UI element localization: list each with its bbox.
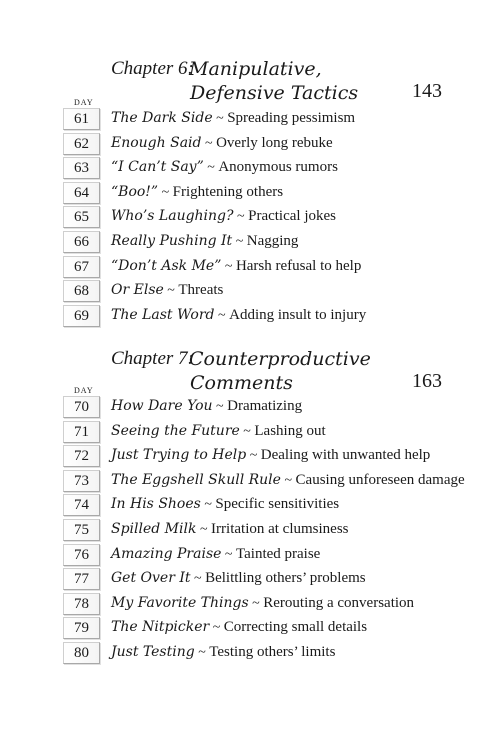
entry-separator: ~	[199, 521, 208, 537]
toc-entry-day-76[interactable]	[0, 542, 500, 567]
entry-separator: ~	[212, 620, 221, 636]
entry-description: Specific sensitivities	[215, 496, 340, 513]
chapter-7-label: Chapter 7:	[111, 348, 194, 369]
toc-entry-day-80[interactable]	[0, 640, 500, 665]
entry-title: “Don’t Ask Me”	[111, 257, 222, 274]
entry-title: The Eggshell Skull Rule	[111, 471, 281, 488]
entry-description: Rerouting a conversation	[263, 594, 415, 611]
chapter-6-page-number[interactable]: 143	[412, 80, 442, 102]
day-number: 62	[63, 133, 100, 155]
entry-separator: ~	[204, 497, 212, 513]
day-number: 63	[63, 157, 100, 179]
toc-entry-day-67[interactable]	[0, 254, 500, 279]
chapter-6-section	[0, 58, 500, 324]
chapter-6-title-line1: Manipulative,	[189, 58, 322, 80]
day-number: 78	[63, 593, 100, 615]
toc-entry-day-70[interactable]	[0, 394, 500, 419]
entry-title: Really Pushing It	[111, 232, 233, 249]
day-number: 77	[63, 568, 100, 590]
entry-title: Or Else	[111, 282, 164, 299]
day-number: 69	[63, 305, 100, 327]
toc-entry-day-65[interactable]	[0, 204, 500, 229]
toc-entry-day-63[interactable]	[0, 155, 500, 180]
day-number: 79	[63, 617, 100, 639]
day-number: 65	[63, 206, 100, 228]
entry-separator: ~	[216, 111, 224, 126]
chapter-7-day-label: DAY	[74, 386, 94, 395]
entry-title: In His Shoes	[111, 496, 201, 513]
entry-description: Lashing out	[254, 422, 326, 439]
entry-description: Correcting small details	[223, 619, 368, 636]
entry-description: Irritation at clumsiness	[211, 520, 349, 537]
day-number: 80	[63, 642, 100, 664]
day-number: 61	[63, 108, 100, 130]
day-number: 64	[63, 182, 100, 204]
entry-title: My Favorite Things	[111, 594, 249, 611]
entry-description: Frightening others	[172, 183, 284, 200]
chapter-7-entries	[0, 394, 500, 665]
day-number: 73	[63, 470, 100, 492]
day-number: 68	[63, 280, 100, 302]
entry-separator: ~	[252, 595, 260, 611]
entry-description: Anonymous rumors	[218, 159, 338, 176]
entry-separator: ~	[284, 472, 293, 488]
toc-entry-day-78[interactable]	[0, 591, 500, 616]
toc-entry-day-61[interactable]	[0, 106, 500, 131]
entry-title: How Dare You	[111, 398, 213, 414]
toc-entry-day-73[interactable]	[0, 468, 500, 493]
entry-description: Belittling others’ problems	[205, 570, 366, 587]
entry-description: Spreading pessimism	[227, 110, 356, 126]
chapter-7-title-line1: Counterproductive	[189, 348, 371, 370]
entry-title: “I Can’t Say”	[111, 159, 204, 176]
entry-description: Nagging	[246, 232, 299, 249]
entry-description: Overly long rebuke	[216, 134, 333, 151]
entry-description: Adding insult to injury	[229, 306, 367, 323]
toc-entry-day-77[interactable]	[0, 566, 500, 591]
entry-title: Who’s Laughing?	[111, 208, 234, 225]
toc-entry-day-71[interactable]	[0, 419, 500, 444]
entry-title: Seeing the Future	[111, 422, 240, 439]
toc-entry-day-68[interactable]	[0, 278, 500, 303]
entry-title: The Dark Side	[111, 110, 213, 126]
day-number: 71	[63, 421, 100, 443]
chapter-6-title-line2: Defensive Tactics	[190, 82, 359, 104]
entry-separator: ~	[243, 423, 251, 439]
entry-separator: ~	[224, 258, 233, 274]
toc-entry-day-74[interactable]	[0, 492, 500, 517]
entry-separator: ~	[249, 448, 258, 464]
entry-description: Dealing with unwanted help	[260, 447, 431, 464]
entry-title: Just Testing	[111, 643, 195, 660]
entry-separator: ~	[167, 283, 175, 299]
toc-entry-day-72[interactable]	[0, 443, 500, 468]
day-number: 76	[63, 544, 100, 566]
day-number: 66	[63, 231, 100, 253]
day-number: 75	[63, 519, 100, 541]
day-number: 72	[63, 445, 100, 467]
entry-separator: ~	[237, 209, 245, 225]
entry-description: Practical jokes	[248, 208, 336, 225]
entry-title: “Boo!”	[111, 183, 159, 200]
chapter-7-title-line2: Comments	[190, 372, 293, 394]
entry-title: Get Over It	[111, 570, 191, 587]
entry-description: Tainted praise	[236, 545, 321, 562]
chapter-6-entries	[0, 106, 500, 327]
toc-entry-day-66[interactable]	[0, 229, 500, 254]
entry-title: The Last Word	[111, 306, 215, 323]
entry-separator: ~	[161, 184, 170, 200]
entry-separator: ~	[218, 307, 226, 323]
entry-title: Just Trying to Help	[111, 447, 247, 464]
entry-separator: ~	[235, 233, 244, 249]
entry-title: Spilled Milk	[111, 520, 197, 537]
entry-separator: ~	[207, 160, 215, 176]
entry-title: Enough Said	[111, 134, 202, 151]
entry-separator: ~	[216, 399, 224, 414]
chapter-6-label: Chapter 6:	[111, 58, 194, 79]
entry-title: The Nitpicker	[111, 619, 210, 636]
toc-entry-day-75[interactable]	[0, 517, 500, 542]
toc-entry-day-62[interactable]	[0, 131, 500, 156]
day-number: 74	[63, 494, 100, 516]
toc-entry-day-64[interactable]	[0, 180, 500, 205]
chapter-6-day-label: DAY	[74, 98, 94, 107]
day-number: 67	[63, 256, 100, 278]
entry-description: Testing others’ limits	[209, 643, 336, 660]
day-number: 70	[63, 396, 100, 418]
entry-description: Harsh refusal to help	[235, 257, 362, 274]
entry-separator: ~	[224, 546, 233, 562]
entry-separator: ~	[198, 644, 206, 660]
entry-separator: ~	[194, 571, 202, 587]
toc-entry-day-69[interactable]	[0, 303, 500, 328]
chapter-7-section	[0, 348, 500, 661]
entry-description: Dramatizing	[227, 398, 303, 414]
chapter-7-page-number[interactable]: 163	[412, 370, 442, 392]
entry-description: Threats	[178, 282, 224, 299]
entry-title: Amazing Praise	[111, 545, 222, 562]
entry-separator: ~	[205, 135, 213, 151]
toc-entry-day-79[interactable]	[0, 615, 500, 640]
entry-description: Causing unforeseen damage	[295, 471, 465, 488]
